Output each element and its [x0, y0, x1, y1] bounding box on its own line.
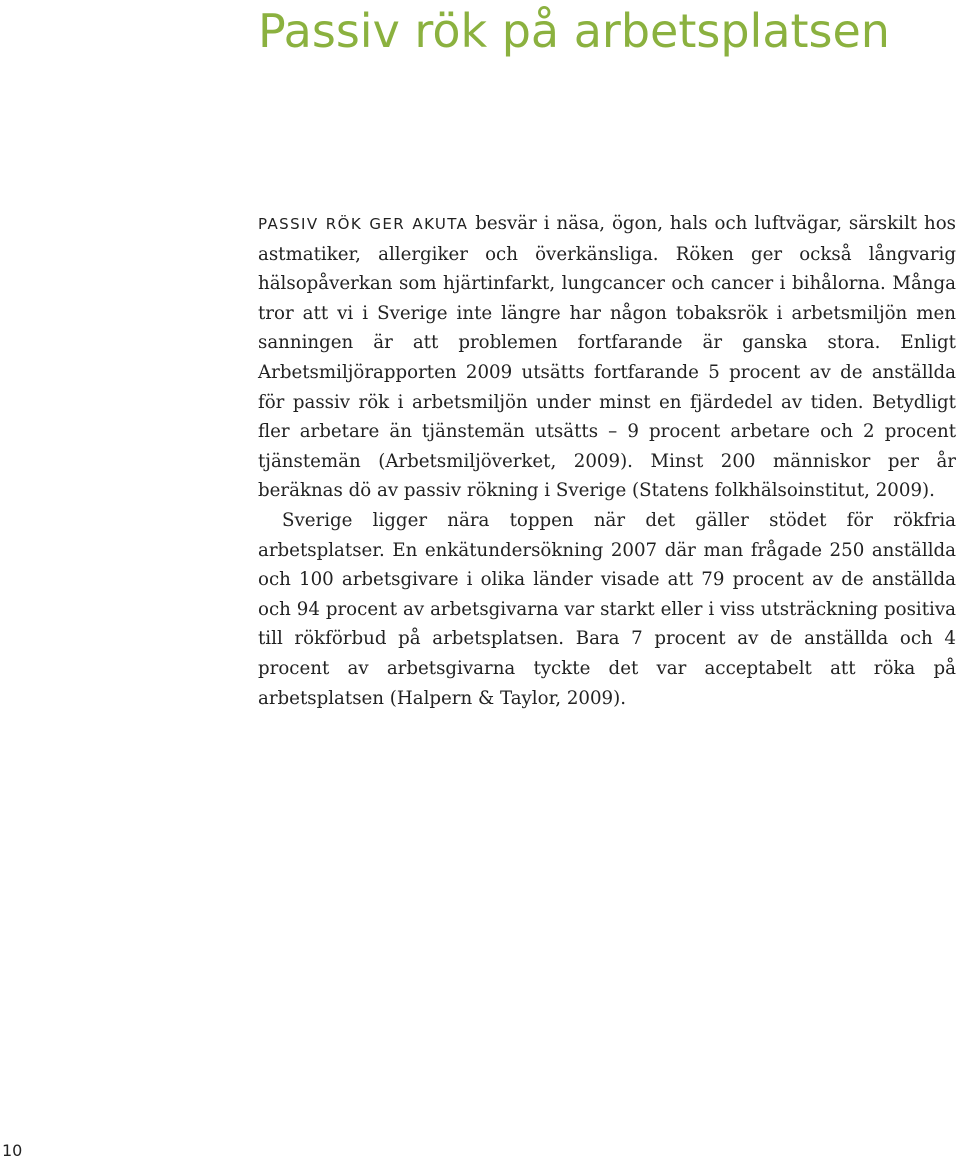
body-text [258, 209, 956, 713]
paragraph-1 [258, 209, 956, 506]
page-title: Passiv rök på arbetsplatsen [258, 4, 890, 58]
paragraph-2: Sverige ligger nära toppen när det gäller stödet för rökfria arbetsplatser. En enkätundersökning 2007 där man frågade 250 anställda och 100 arbetsgivare i olika länder visade att 79 procent av de anställda och 94 procent av arbetsgivarna var starkt eller i viss utsträckning positiva till rökförbud på arbetsplatsen. Bara 7 procent av de anställda och 4 procent av arbetsgivarna tyckte det var acceptabelt att röka på arbetsplatsen (Halpern & Taylor, 2009). [258, 509, 956, 709]
paragraph-1-text: besvär i näsa, ögon, hals och luftvägar, särskilt hos astmatiker, allergiker och överkänsliga. Röken ger också långvarig hälsopåverkan som hjärtinfarkt, lungcancer och cancer i bihålorna. Många tror att vi i Sverige inte längre har någon tobaksrök i arbetsmiljön men sanningen är att problemen fortfarande är ganska stora. Enligt Arbetsmiljörapporten 2009 utsätts fortfarande 5 procent av de anställda för passiv rök i arbetsmiljön under minst en fjärdedel av tiden. Betydligt fler arbetare än tjänstemän utsätts – 9 procent arbetare och 2 procent tjänstemän (Arbetsmiljöverket, 2009). Minst 200 människor per år beräknas dö av passiv rökning i Sverige (Statens folkhälsoinstitut, 2009). [258, 213, 956, 502]
page-number: 10 [2, 1141, 23, 1160]
lead-in-caps: PASSIV RÖK GER AKUTA [258, 215, 469, 233]
